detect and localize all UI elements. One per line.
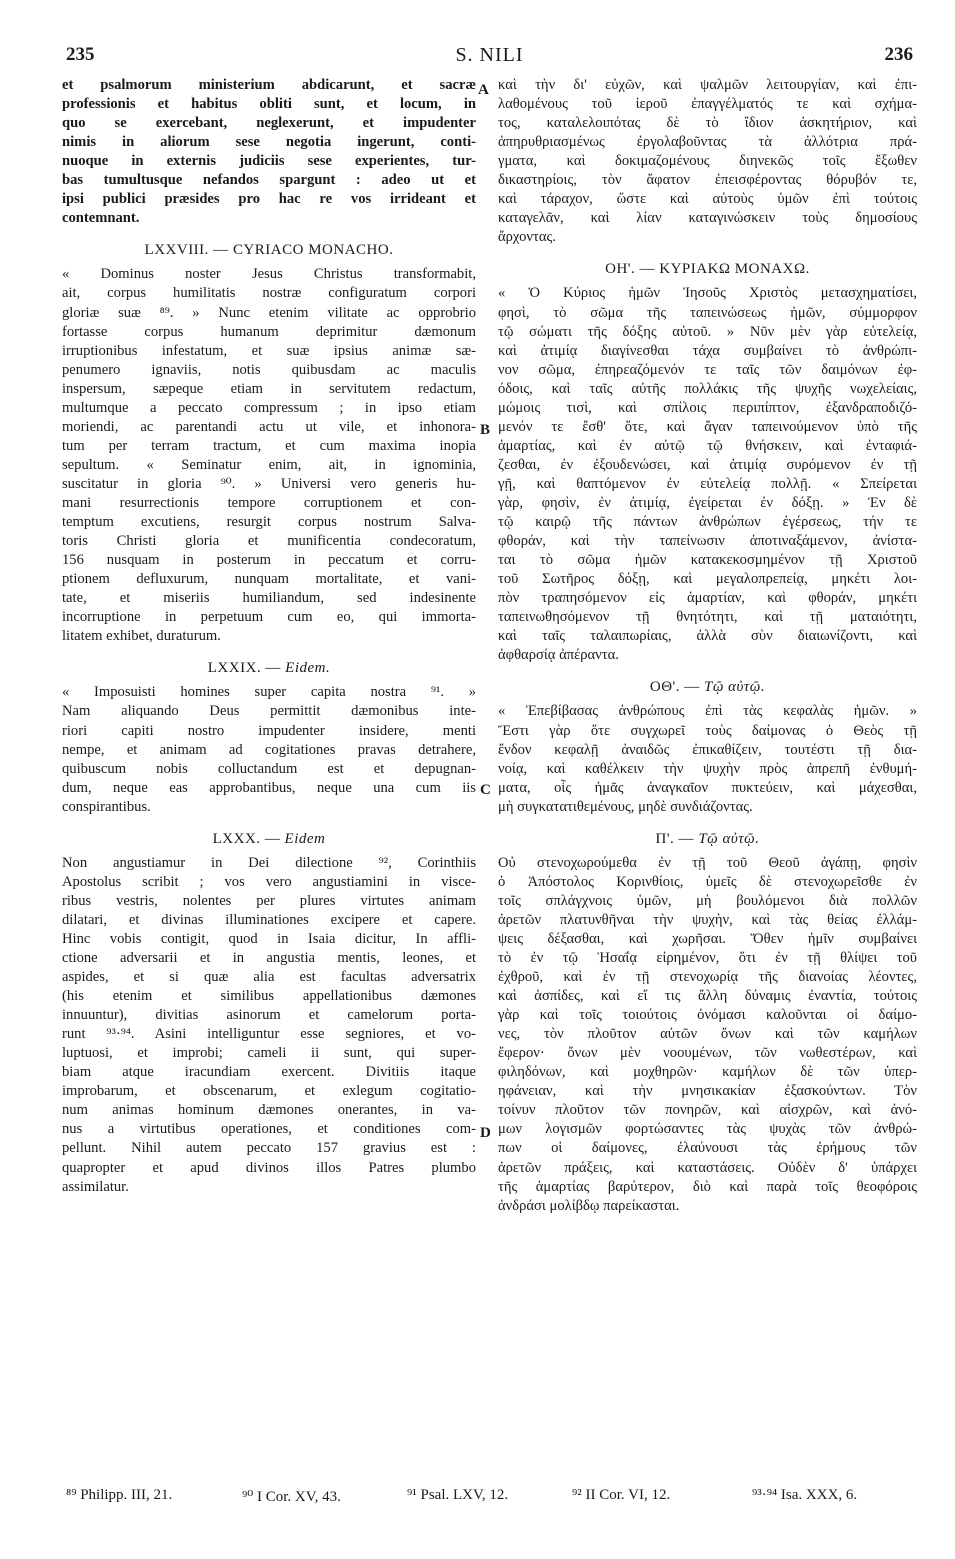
footnote: ⁹² II Cor. VI, 12.	[572, 1487, 671, 1503]
text-line: num animas hominum dæmones onerantes, in va-	[62, 1102, 476, 1119]
text-line: καὶ ἀτιμίᾳ διαγίνεσθαι τάχα συμβαίνει τὸ ἀνθρώπι-	[498, 342, 917, 359]
text-line: ἀρετῶν πλατυνθῆναι τὴν ψυχὴν, καὶ τὰς θείας ἐλλάμ-	[498, 911, 917, 928]
margin-marker-c: C	[480, 782, 491, 798]
text-line: contemnant.	[62, 210, 140, 227]
section-title: ΚΥΡΙΑΚΩ ΜΟΝΑΧΩ.	[659, 261, 810, 278]
section-number: ΟΘ'. —	[649, 679, 700, 696]
section-heading	[62, 830, 476, 849]
text-line: ζεσθαι, ἐν ἐξουδενώσει, καὶ ἀτιμίᾳ συρόμενον ἐν τῇ	[498, 456, 917, 473]
text-line: luptuosi, et improbi; cameli ii sunt, qui super-	[62, 1045, 476, 1062]
footnote: ⁹¹ Psal. LXV, 12.	[407, 1487, 509, 1503]
text-line: τῷ σώματι τῆς δόξης αὐτοῦ. » Νῦν μὲν γὰρ εὐτελείᾳ,	[498, 323, 917, 340]
running-title: S. NILI	[455, 44, 524, 66]
text-line: ἔφερον· ὄνων μὲν νοουμένων, τῶν νωθεστέρων, καὶ	[498, 1045, 917, 1062]
text-line: aspides, et si quæ alia est facultas adversatrix	[62, 969, 476, 986]
text-line: mani resurrectionis tempore corruptionem et con-	[62, 494, 476, 511]
text-line: Hinc vobis contigit, quod in Isaia dicitur, In affli-	[62, 930, 476, 947]
text-line: ἀπηρυθριασμένως ἐργολαβοῦντας τὰ ἀλλότρια πρά-	[498, 134, 917, 151]
text-line: μὴ συγκατατιθεμένους, μηδὲ συνδιάζοντας.	[498, 798, 753, 815]
section-heading	[498, 678, 917, 697]
text-line: Non angustiamur in Dei dilectione ⁹², Corinthiis	[62, 854, 476, 871]
text-line: temptum excutiens, resurgit corpus nostrum Salva-	[62, 514, 476, 531]
text-line: Οὐ στενοχωρούμεθα ἐν τῇ τοῦ Θεοῦ ἀγάπῃ, φησὶν	[498, 854, 917, 871]
text-line: bas tumultusque nefandos spargunt : adeo ut et	[62, 172, 476, 189]
text-line: νον σῶμα, ἐπηρεαζόμενόν τε ταῖς τῶν δαιμόνων ἐφ-	[498, 361, 917, 378]
text-line: ψεις δέξασθαι, καὶ χωρῆσαι. Ὅθεν ἡμῖν συμβαίνει	[498, 930, 917, 947]
text-line: ἀρετῶν πράξεις, καὶ καταστάσεις. Οὐδὲν δ' ὑπάρχει	[498, 1159, 917, 1176]
margin-marker-a: A	[478, 82, 489, 98]
text-line: « Ὁ Κύριος ἡμῶν Ἰησοῦς Χριστὸς μετασχηματίσει,	[498, 285, 917, 302]
text-line: nus a virtutibus operationes, et conditiones com-	[62, 1121, 476, 1138]
text-line: δικαστηρίοις, τὸν ἄφατον ἐπεισφέροντας θόρυβόν τε,	[498, 172, 917, 189]
footnote: ⁸⁹ Philipp. III, 21.	[66, 1487, 173, 1503]
right-page-number: 236	[884, 44, 913, 65]
text-line: runt ⁹³·⁹⁴. Asini intelliguntur esse segniores, et vo-	[62, 1026, 476, 1043]
greek-column	[498, 76, 917, 1216]
text-line: τοῦ Σωτῆρος δόξῃ, καὶ μεγαλοπρεπείᾳ, μηκέτι λοι-	[498, 571, 917, 588]
text-line: tate, et miseriis humiliandum, sed indesinente	[62, 590, 476, 607]
text-line: τὸ ἐν τῷ Ἡσαΐᾳ εἰρημένον, ὅτι ἐν τῇ θλίψει τοῦ	[498, 950, 917, 967]
text-line: όδοις, καὶ ταῖς αὐτῆς πολλάκις τῆς ψυχῆς νωχελείαις,	[498, 380, 917, 397]
section-number: LXXX. —	[212, 830, 281, 847]
text-line: πων οἱ δαίμονες, ἐλαύνουσι τὰς ἐρήμους τῶν	[498, 1140, 917, 1157]
text-line: τῷ καιρῷ τῆς πάντων ἀνθρώπων ἐγέρσεως, τήν τε	[498, 514, 917, 531]
page-header	[62, 40, 917, 68]
text-line: fortasse corpus humanum deprimitur dæmonum	[62, 323, 476, 340]
text-line: ματα, οἷς ἡμᾶς ἀναγκαῖον πυκτεύειν, καὶ μάχεσθαι,	[498, 779, 917, 796]
text-line: τος, καταλελοιπότας δὲ τὸ ἴδιον ἀσκητήριον, καὶ	[498, 115, 917, 132]
text-line: assimilatur.	[62, 1178, 129, 1195]
section-number: Π'. —	[655, 830, 695, 847]
text-line: φθοράν, καὶ τὴν ταπείνωσιν ἀποτιναξάμενον, ἀνίστα-	[498, 533, 917, 550]
footnotes	[62, 1487, 917, 1509]
text-line: λαθομένους τοῦ ἱεροῦ ἐπαγγέλματός τε καὶ σχήμα-	[498, 96, 917, 113]
text-line: γὰρ, φησὶν, ἐν ἀτιμίᾳ, ἐγείρεται ἐν δόξῃ. » Ἐν δὲ	[498, 494, 917, 511]
text-line: γῇ, καὶ θαπτόμενον ἐν εὐτελείᾳ πολλῇ. « Σπείρεται	[498, 475, 917, 492]
text-line: πὸν τραπησόμενον εἰς ἁμαρτίαν, καὶ φθοράν, μηκέτι	[498, 590, 917, 607]
text-line: biam atque iracundiam exercent. Divitiis itaque	[62, 1064, 476, 1081]
text-line: ctione adversarii et in angustia mentis, leones, et	[62, 950, 476, 967]
text-line: dilatari, et divinas illuminationes excipere et capere.	[62, 911, 476, 928]
text-line: conspirantibus.	[62, 798, 151, 815]
text-line: riori capiti nostro impudenter insidere, menti	[62, 722, 476, 739]
text-line: improbarum, et obscenarum, et exlegum cogitatio-	[62, 1083, 476, 1100]
text-line: ipsi publici præsides pro hac re vos irrideant et	[62, 191, 476, 208]
text-line: nempe, et animam ad cogitationes pravas detrahere,	[62, 741, 476, 758]
text-line: ἔνδον κεφαλῇ ἀναιδῶς ἐπικαθίζειν, τουτέστι τῇ δια-	[498, 741, 917, 758]
text-line: ηφάνειαν, καὶ τὴν μνησικακίαν ἐξασκούντων. Τὸν	[498, 1083, 917, 1100]
section-title: CYRIACO MONACHO.	[232, 242, 394, 259]
section-number: ΟΗ'. —	[605, 261, 655, 278]
text-line: μώμοις τισὶ, καὶ σπίλοις περιπίπτον, ἐξανδραποδιζό-	[498, 399, 917, 416]
text-line: ἀφθαρσίᾳ ἀπέραντα.	[498, 647, 619, 664]
text-line: καὶ ταῖς ταλαιπωρίαις, ἀλλὰ σὺν διαιωνίζοντι, καὶ	[498, 628, 917, 645]
text-line: litatem exhibet, duraturum.	[62, 628, 221, 645]
text-line: ταπεινωθησόμενον τῇ θνητότητι, καὶ τῇ ματαιότητι,	[498, 609, 917, 626]
text-line: « Dominus noster Jesus Christus transformabit,	[62, 266, 476, 283]
text-line: καὶ ἀσπίδες, καὶ εἴ τις ἄλλη δύναμις ἐναντία, τούτοις	[498, 988, 917, 1005]
document-page	[62, 40, 917, 1530]
text-line: φησὶ, τὸ σῶμα τῆς ταπεινώσεως ἡμῶν, σύμμορφον	[498, 304, 917, 321]
text-line: suscitatur in gloria ⁹⁰. » Universi vero generis hu-	[62, 475, 476, 492]
text-line: ἁμαρτίας, καὶ ἐν αὐτῷ τῷ θνήσκειν, καὶ ἐνταφιά-	[498, 437, 917, 454]
text-line: et psalmorum ministerium abdicarunt, et sacræ	[62, 77, 476, 93]
text-line: καὶ τὴν δι' εὐχῶν, καὶ ψαλμῶν λειτουργίαν, καὶ ἐπι-	[498, 77, 917, 93]
text-line: γὰρ καὶ τοῖς τοιούτοις ὀνόμασι καλοῦνται οἱ δαίμο-	[498, 1007, 917, 1024]
text-line: pellunt. Nihil autem peccato 157 gravius est :	[62, 1140, 476, 1157]
text-line: quibuscum nobis colluctandum est et depugnan-	[62, 760, 476, 777]
text-line: Apostolus scribit ; vos vero angustiamini in visce-	[62, 873, 476, 890]
text-line: φιληδόνων, καὶ μοχθηρῶν· καμήλων δὲ τῶν ὑπερ-	[498, 1064, 917, 1081]
text-line: καταγελᾶν, καὶ λίαν καταγινώσκειν τοὺς δημοσίους	[498, 210, 917, 227]
text-line: nuoque in externis judiciis sese experientes, tur-	[62, 153, 476, 170]
section-title: Eidem.	[285, 660, 331, 677]
text-line: μων λογισμῶν φορτώσαντες τὰς ψυχὰς τῶν ἀνθρώ-	[498, 1121, 917, 1138]
text-line: ait, corpus humilitatis nostræ configuratum corpori	[62, 285, 476, 302]
text-line: Nam aliquando Deus permittit dæmonibus inte-	[62, 703, 476, 720]
margin-marker-b: B	[480, 422, 491, 438]
text-line: dum, neque eas approbantibus, neque una cum iis	[62, 779, 476, 796]
text-line: quo se exercebant, neglexerunt, et impudenter	[62, 115, 476, 132]
section-number: LXXIX. —	[207, 660, 281, 677]
text-line: nimis in aliorum sese negotia ingerunt, conti-	[62, 134, 476, 151]
margin-marker-d: D	[480, 1125, 491, 1141]
text-line: tum per terram tractum, et cum maxima inopia	[62, 437, 476, 454]
section-heading	[498, 260, 917, 279]
text-line: μενόν τε ἔσθ' ὅτε, καὶ ἄγαν ταπεινούμενον ὑπὸ τῆς	[498, 418, 917, 435]
text-line: καὶ τάραχον, ὥστε καὶ αὐτοὺς ὑμῶν ἐπὶ τούτοις	[498, 191, 917, 208]
section-heading	[498, 830, 917, 849]
text-line: ὁ Ἀπόστολος Κορινθίοις, ὑμεῖς δὲ στενοχωρεῖσθε ἐν	[498, 873, 917, 890]
text-line: νες, τὸν πλοῦτον αὐτῶν ὄνων καὶ τῶν καμήλων	[498, 1026, 917, 1043]
section-heading	[62, 241, 476, 260]
footnote: ⁹³·⁹⁴ Isa. XXX, 6.	[752, 1487, 858, 1503]
section-title: Τῷ αὐτῷ.	[698, 830, 760, 847]
text-line: ribus vestris, nolentes per plures virtutes animam	[62, 892, 476, 909]
text-line: toris Christi gloria et munificentia condecoratum,	[62, 533, 476, 550]
footnote: ⁹⁰ I Cor. XV, 43.	[242, 1489, 341, 1505]
text-line: inspersum, sæpeque etiam in servitutem redactum,	[62, 380, 476, 397]
text-line: « Imposuisti homines super capita nostra ⁹¹. »	[62, 684, 476, 701]
text-line: ἐχθροῦ, καὶ ἐν τῇ στενοχωρίᾳ τῆς διανοίας λέοντες,	[498, 969, 917, 986]
section-title: Eidem	[284, 830, 326, 847]
section-title: Τῷ αὐτῷ.	[703, 679, 766, 696]
text-line: innuuntur), divitias asinorum et camelorum porta-	[62, 1007, 476, 1024]
text-line: ptionem defluxurum, nunquam mortalitate, et vani-	[62, 571, 476, 588]
left-page-number: 235	[66, 44, 95, 65]
text-line: Ἔστι γὰρ ὅτε συγχωρεῖ τοὺς δαίμονας ὁ Θεὸς τῇ	[498, 722, 917, 739]
text-line: « Ἐπεβίβασας ἀνθρώπους ἐπὶ τὰς κεφαλὰς ἡμῶν. »	[498, 703, 917, 720]
section-heading	[62, 659, 476, 678]
text-line: irruptionibus infestatum, et suæ ipsius animæ sæ-	[62, 342, 476, 359]
text-line: multumque a peccato compressum ; in ipso etiam	[62, 399, 476, 416]
text-line: sepultum. « Seminatur enim, ait, in ignominia,	[62, 456, 476, 473]
text-line: ἄρχοντας.	[498, 229, 556, 246]
section-number: LXXVIII. —	[144, 242, 229, 259]
text-line: τῆς ἁμαρτίας βαρύτερον, διὸ καὶ παρὰ τοῖς θεοφόροις	[498, 1178, 917, 1195]
text-line: γματα, καὶ δοκιμαζομένους διηνεκῶς τοῖς ἔξωθεν	[498, 153, 917, 170]
text-line: 156 nusquam in posterum in peccatum et corru-	[62, 552, 476, 569]
text-line: professionis et habitus obliti sunt, et locum, in	[62, 96, 476, 113]
text-line: τοίνυν πλοῦτον τῶν πονηρῶν, καὶ αἰσχρῶν, καὶ ἀνό-	[498, 1102, 917, 1119]
text-line: ται τὸ σῶμα ἡμῶν κατακεκοσμημένον τῇ Χριστοῦ	[498, 552, 917, 569]
text-line: ἀνδράσι μολίβδῳ παρείκασται.	[498, 1197, 680, 1214]
text-line: gloriæ suæ ⁸⁹. » Nunc etenim vilitate ac opprobrio	[62, 304, 476, 321]
text-line: (his etenim et similibus appellationibus dæmones	[62, 988, 476, 1005]
text-line: incorruptione in perpetuum cum eo, qui immorta-	[62, 609, 476, 626]
text-line: penumero ignaviis, notis quibusdam ac maculis	[62, 361, 476, 378]
text-line: quapropter et apud divinos illos Patres plumbo	[62, 1159, 476, 1176]
text-line: νοίᾳ, καὶ καθέλκειν τὴν ψυχὴν πρὸς ἀπρεπῆ ἐνθυμή-	[498, 760, 917, 777]
text-line: moriendi, ac parentandi actu ut vile, et inhonora-	[62, 418, 476, 435]
latin-column	[62, 76, 476, 1197]
text-line: τοῖς σπλάγχνοις ὑμῶν, μὴ βουλόμενοι διὰ πολλῶν	[498, 892, 917, 909]
